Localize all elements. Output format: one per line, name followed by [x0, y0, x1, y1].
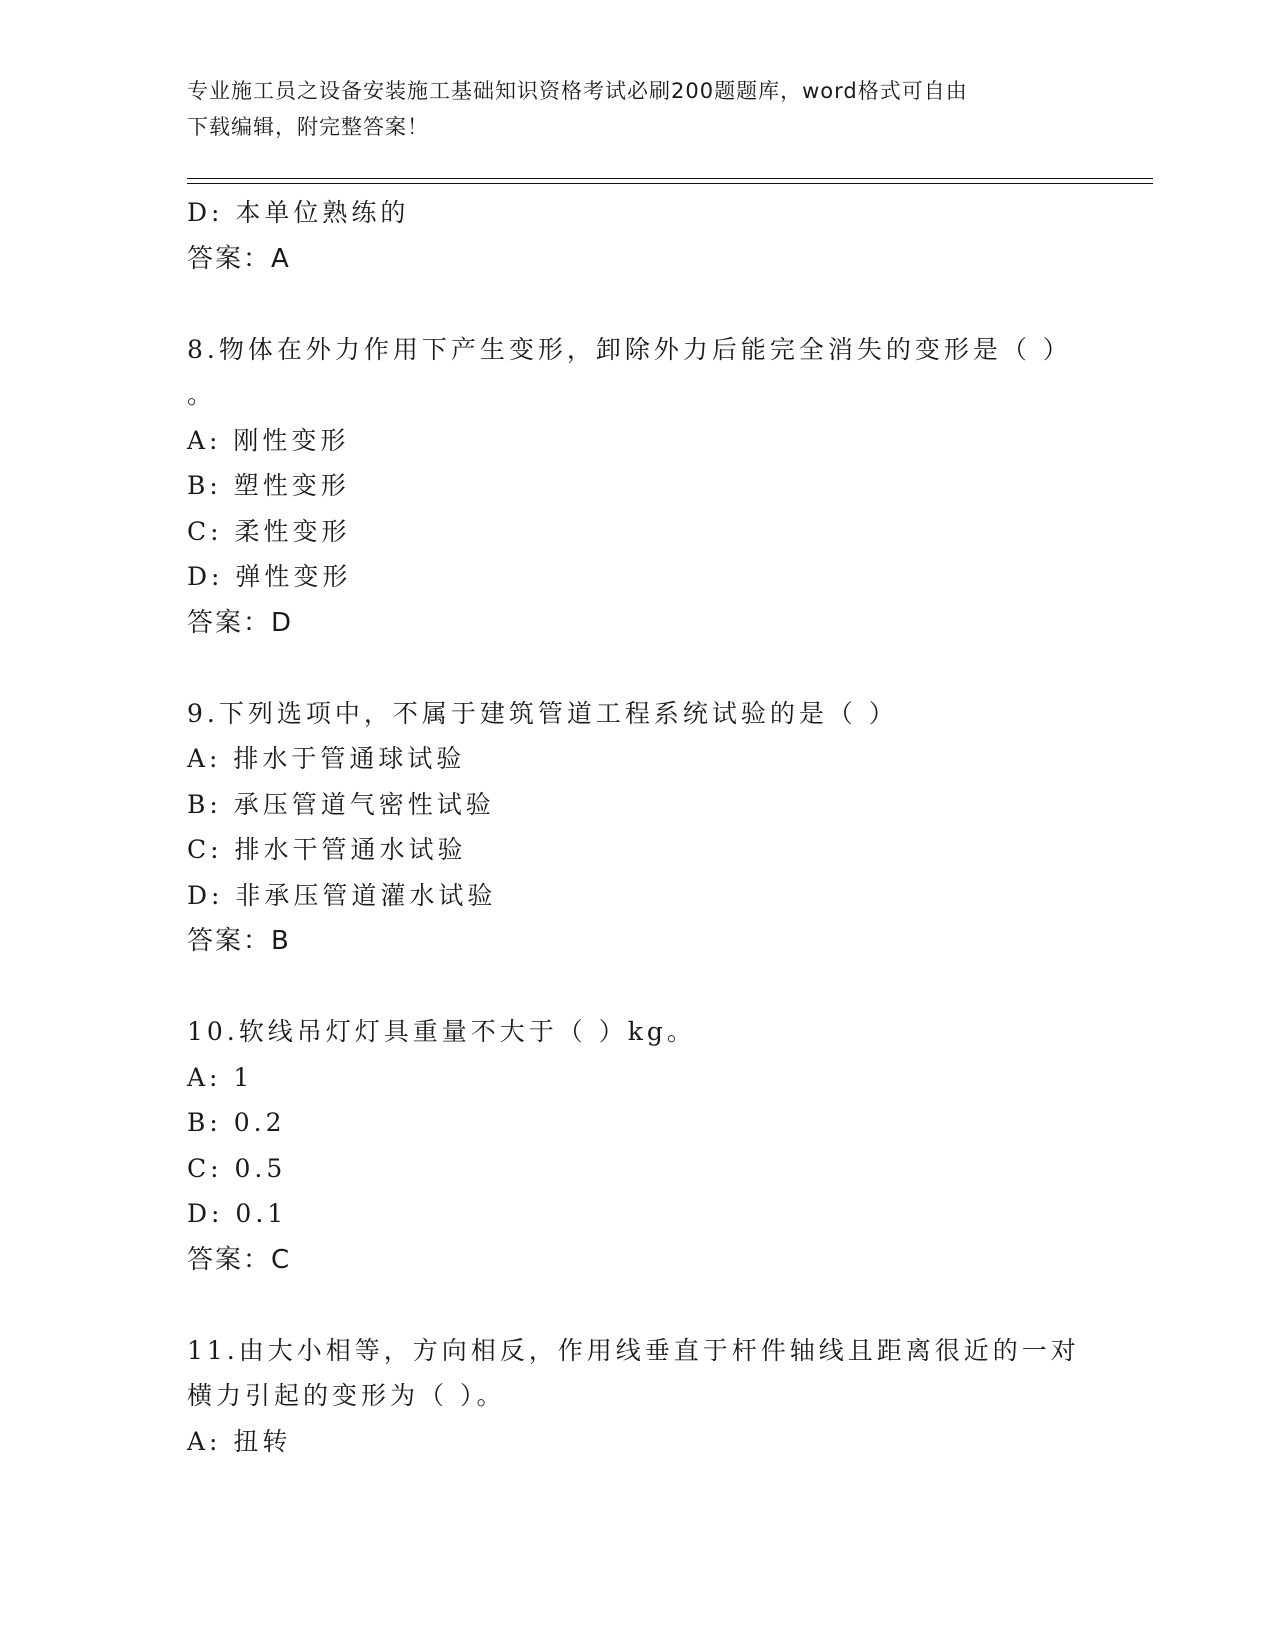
question-list: [187, 190, 1087, 1464]
spacer: [187, 282, 1087, 327]
question-stem-continued: 。: [187, 380, 217, 409]
option-d: D: 本单位熟练的: [187, 198, 410, 227]
question-stem: 8.物体在外力作用下产生变形，卸除外力后能完全消失的变形是（ ）: [187, 334, 1072, 364]
option-a: A: 扭转: [187, 1426, 292, 1456]
option-d: D: 非承压管道灌水试验: [187, 880, 497, 910]
option-c: C: 0.5: [187, 1153, 287, 1183]
question-7-tail: [187, 190, 1087, 282]
document-header: [187, 73, 1077, 145]
option-b: B: 塑性变形: [187, 471, 350, 500]
option-d: D: 弹性变形: [187, 562, 352, 591]
option-c: C: 柔性变形: [187, 516, 351, 546]
spacer: [187, 964, 1087, 1009]
question-stem: 10.软线吊灯灯具重量不大于（ ）kg。: [187, 1017, 696, 1046]
option-c: C: 排水干管通水试验: [187, 835, 467, 864]
header-divider-top: [187, 178, 1153, 179]
option-a: A: 排水于管通球试验: [187, 744, 466, 773]
answer-line: 答案：A: [187, 243, 291, 274]
option-b: B: 承压管道气密性试验: [187, 789, 495, 819]
option-a: A: 刚性变形: [187, 425, 350, 455]
spacer: [187, 646, 1087, 691]
question-stem: 9.下列选项中，不属于建筑管道工程系统试验的是（ ）: [187, 698, 898, 728]
answer-line: 答案：C: [187, 1244, 292, 1275]
answer-line: 答案：D: [187, 607, 294, 638]
question-8: [187, 327, 1087, 646]
option-a: A: 1: [187, 1062, 254, 1092]
question-stem-continued: 横力引起的变形为（ ）。: [187, 1381, 506, 1410]
header-divider-bottom: [187, 183, 1153, 184]
option-b: B: 0.2: [187, 1108, 286, 1137]
answer-line: 答案：B: [187, 926, 291, 956]
spacer: [187, 1283, 1087, 1328]
question-11: [187, 1328, 1087, 1465]
question-9: [187, 691, 1087, 965]
question-10: [187, 1009, 1087, 1283]
question-stem: 11.由大小相等，方向相反，作用线垂直于杆件轴线且距离很近的一对: [187, 1335, 1080, 1365]
option-d: D: 0.1: [187, 1199, 288, 1228]
header-line-2: 下载编辑，附完整答案！: [187, 115, 429, 139]
header-line-1: 专业施工员之设备安装施工基础知识资格考试必刷200题题库，word格式可自由: [187, 79, 968, 103]
